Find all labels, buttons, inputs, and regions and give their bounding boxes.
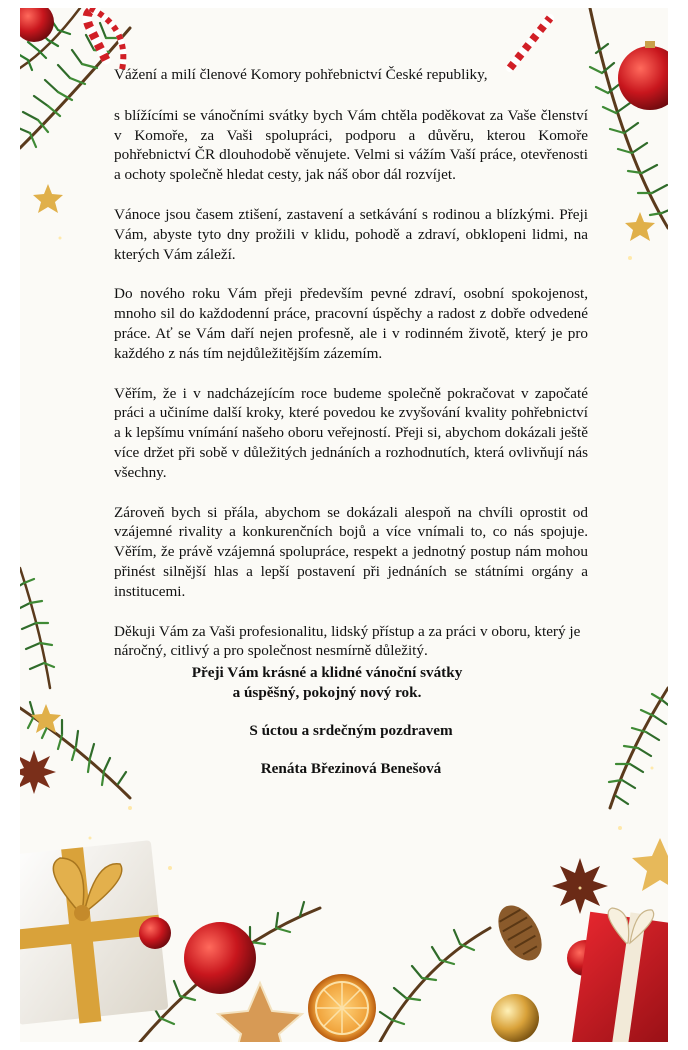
regards-line: S úctou a srdečným pozdravem <box>249 721 453 739</box>
signature-name: Renáta Březinová Benešová <box>260 759 442 777</box>
letter-closing-paragraph: Děkuji Vám za Vaši profesionalitu, lidský přístup a za práci v oboru, který je náročný, citlivý a pro společnost nesmírně důležitý. <box>114 622 581 660</box>
red-ornament-icon <box>184 922 256 994</box>
letter-body <box>114 65 588 778</box>
ornament-cap <box>645 41 655 48</box>
letter-paragraph-5: Zároveň bych si přála, abychom se dokázali alespoň na chvíli oprostit od vzájemné rivality a konkurenčních bojů a více vnímali to, co nás spojuje. Věřím, že právě vzájemná spolupráce, respekt a jednotný postup nám mohou přinést silnější hlas a lepší postavení při jednáních se státními orgány a institucemi. <box>114 503 588 600</box>
holiday-wish-line-1: Přeji Vám krásné a klidné vánoční svátky <box>191 664 463 682</box>
gold-star-icon <box>33 184 63 213</box>
red-ornament-icon <box>139 917 171 949</box>
star-anise-icon <box>552 858 608 914</box>
red-gift-box-icon <box>571 908 668 1042</box>
pine-branch-right <box>609 688 668 808</box>
letter-paragraph-2: Vánoce jsou časem ztišení, zastavení a setkávání s rodinou a blízkými. Přeji Vám, abyste tyto dny prožili v klidu, pohodě a zdraví, obklopeni lidmi, na kterých Vám záleží. <box>114 205 588 263</box>
red-ornament-icon <box>618 46 668 110</box>
candy-cane-top-right-icon <box>510 18 550 68</box>
letter-paragraph-1: s blížícími se vánočními svátky bych Vám chtěla poděkovat za Vaše členství v Komoře, za Vaši spolupráci, podporu a důvěru, kterou Komoře pohřebnictví ČR dlouhodobě věnujete. Velmi si vážím Vaší práce, otevřenosti a ochoty společně hledat cesty, jak náš obor dál rozvíjet. <box>114 106 588 184</box>
pine-branch-top-right <box>590 8 668 228</box>
letter-paragraph-3: Do nového roku Vám přeji především pevné zdraví, osobní spokojenost, mnoho sil do každodenní práce, pracovní úspěchy a radost z dobře odvedené práce. Ať se Vám daří nejen profesně, ale i v rodinném životě, který je pro každého z nás tím nejdůležitějším zázemím. <box>114 285 588 362</box>
gold-star-icon <box>632 838 668 891</box>
orange-slice-icon <box>308 974 376 1042</box>
gold-star-icon <box>625 212 655 241</box>
red-ornament-icon <box>20 8 54 42</box>
pine-cone-icon <box>489 898 550 968</box>
letter-paragraph-4: Věřím, že i v nadcházejícím roce budeme společně pokračovat v započaté práci a učiníme další kroky, které povedou ke zvyšování kvality pohřebnictví a k lepšímu vnímání našeho oboru veřejností. Přeji si, abychom dokázali ještě více držet při sobě v důležitých jednáních a rozhodnutích, která ovlivňují nás všechny. <box>114 384 588 481</box>
star-anise-icon <box>20 750 56 794</box>
holiday-wish-line-2: a úspěšný, pokojný nový rok. <box>232 683 422 701</box>
candy-cane-icon <box>87 8 123 70</box>
letter-greeting: Vážení a milí členové Komory pohřebnictví České republiky, <box>114 66 488 83</box>
christmas-letter-card <box>20 8 668 1042</box>
gold-ornament-icon <box>491 994 539 1042</box>
